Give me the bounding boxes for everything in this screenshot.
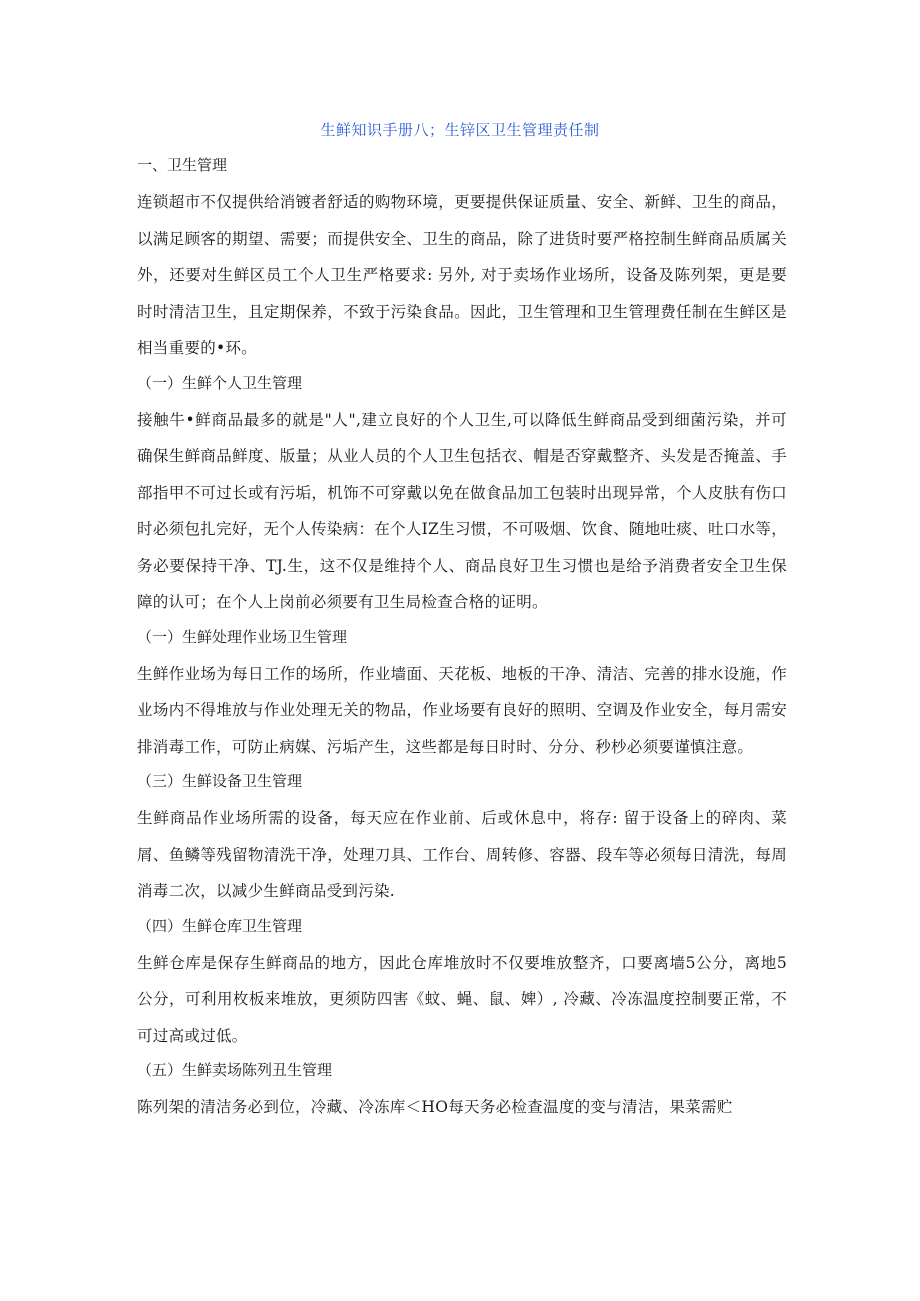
section-heading-workplace-hygiene: （一）生鲜处理作业场卫生管理 [137, 627, 348, 646]
paragraph-warehouse-hygiene: 生鲜仓库是保存生鲜商品的地方，因此仓库堆放时不仅要堆放整齐，口要离墙5公分，离地5公分，可利用枚板来堆放，更须防四害《蚊、蝇、鼠、婢）, 冷藏、冷冻温度控制要正常，不可过高或过低。 [137, 953, 787, 1045]
section-heading-equipment-hygiene: （三）生鲜设备卫生管理 [137, 772, 303, 790]
section-heading-warehouse-hygiene: （四）生鲜仓库卫生管理 [137, 916, 303, 935]
section-heading-hygiene-management: 一、卫生管理 [137, 156, 228, 174]
paragraph-workplace-hygiene: 生鲜作业场为每日工作的场所，作业墙面、天花板、地板的干净、清洁、完善的排水设施，作业场内不得堆放与作业处理无关的物品，作业场要有良好的照明、空调及作业安全，每月需安排消毒工作，可防止病媒、污垢产生，这些都是每日时时、分分、秒杪必须要谨慎注意。 [137, 664, 787, 756]
document-body [137, 152, 787, 1129]
section-heading-personal-hygiene: （一）生鲜个人卫生管理 [137, 373, 303, 392]
paragraph-intro: 连锁超市不仅提供给消镀者舒适的购物环境，更要提供保证质量、安全、新鲜、卫生的商品，以满足顾客的期望、需要；而提供安全、卫生的商品，除了进货时要严格控制生鲜商品质属关外，还要对生鲜区员工个人卫生严格要求: 另外, 对于卖场作业场所，设备及陈列架，更是要时时清洁卫生，且定期保养，不致于污染食品。因此，卫生管理和卫生管理费任制在生鲜区是相当重要的•环。 [137, 193, 787, 357]
paragraph-personal-hygiene: 接触牛•鲜商品最多的就是"人",建立良好的个人卫生,可以降低生鲜商品受到细菌污染，并可确保生鲜商品鲜度、版量；从业人员的个人卫生包括衣、帽是否穿戴整齐、头发是否掩盖、手部指甲不可过长或有污垢，机饰不可穿戴以免在做食品加工包装时出现异常，个人皮肤有伤口时必须包扎完好，无个人传染病：在个人IZ生习惯，不可吸烟、饮食、随地吐痰、吐口水等，务必要保持干净、TJ.生，这不仅是维持个人、商品良好卫生习惯也是给予消费者安全卫生保障的认可；在个人上岗前必须要有卫生局检查合格的证明。 [137, 410, 787, 611]
paragraph-equipment-hygiene: 生鲜商品作业场所需的设备，每天应在作业前、后或休息中，将存: 留于设备上的碎肉、菜屑、鱼鳞等残留物清洗干净，处理刀具、工作台、周转修、容器、段车等必须每日清洗，每周消毒二次，以减少生鲜商品受到污染. [137, 809, 787, 900]
paragraph-display-hygiene: 陈列架的清洁务必到位，冷藏、冷冻库＜HO每天务必检查温度的变与清洁，果菜需贮 [137, 1098, 733, 1116]
section-heading-display-hygiene: （五）生鲜卖场陈列丑生管理 [137, 1061, 333, 1079]
document-title: 生鲜知识手册八；生锌区卫生管理责任制 [320, 121, 600, 139]
